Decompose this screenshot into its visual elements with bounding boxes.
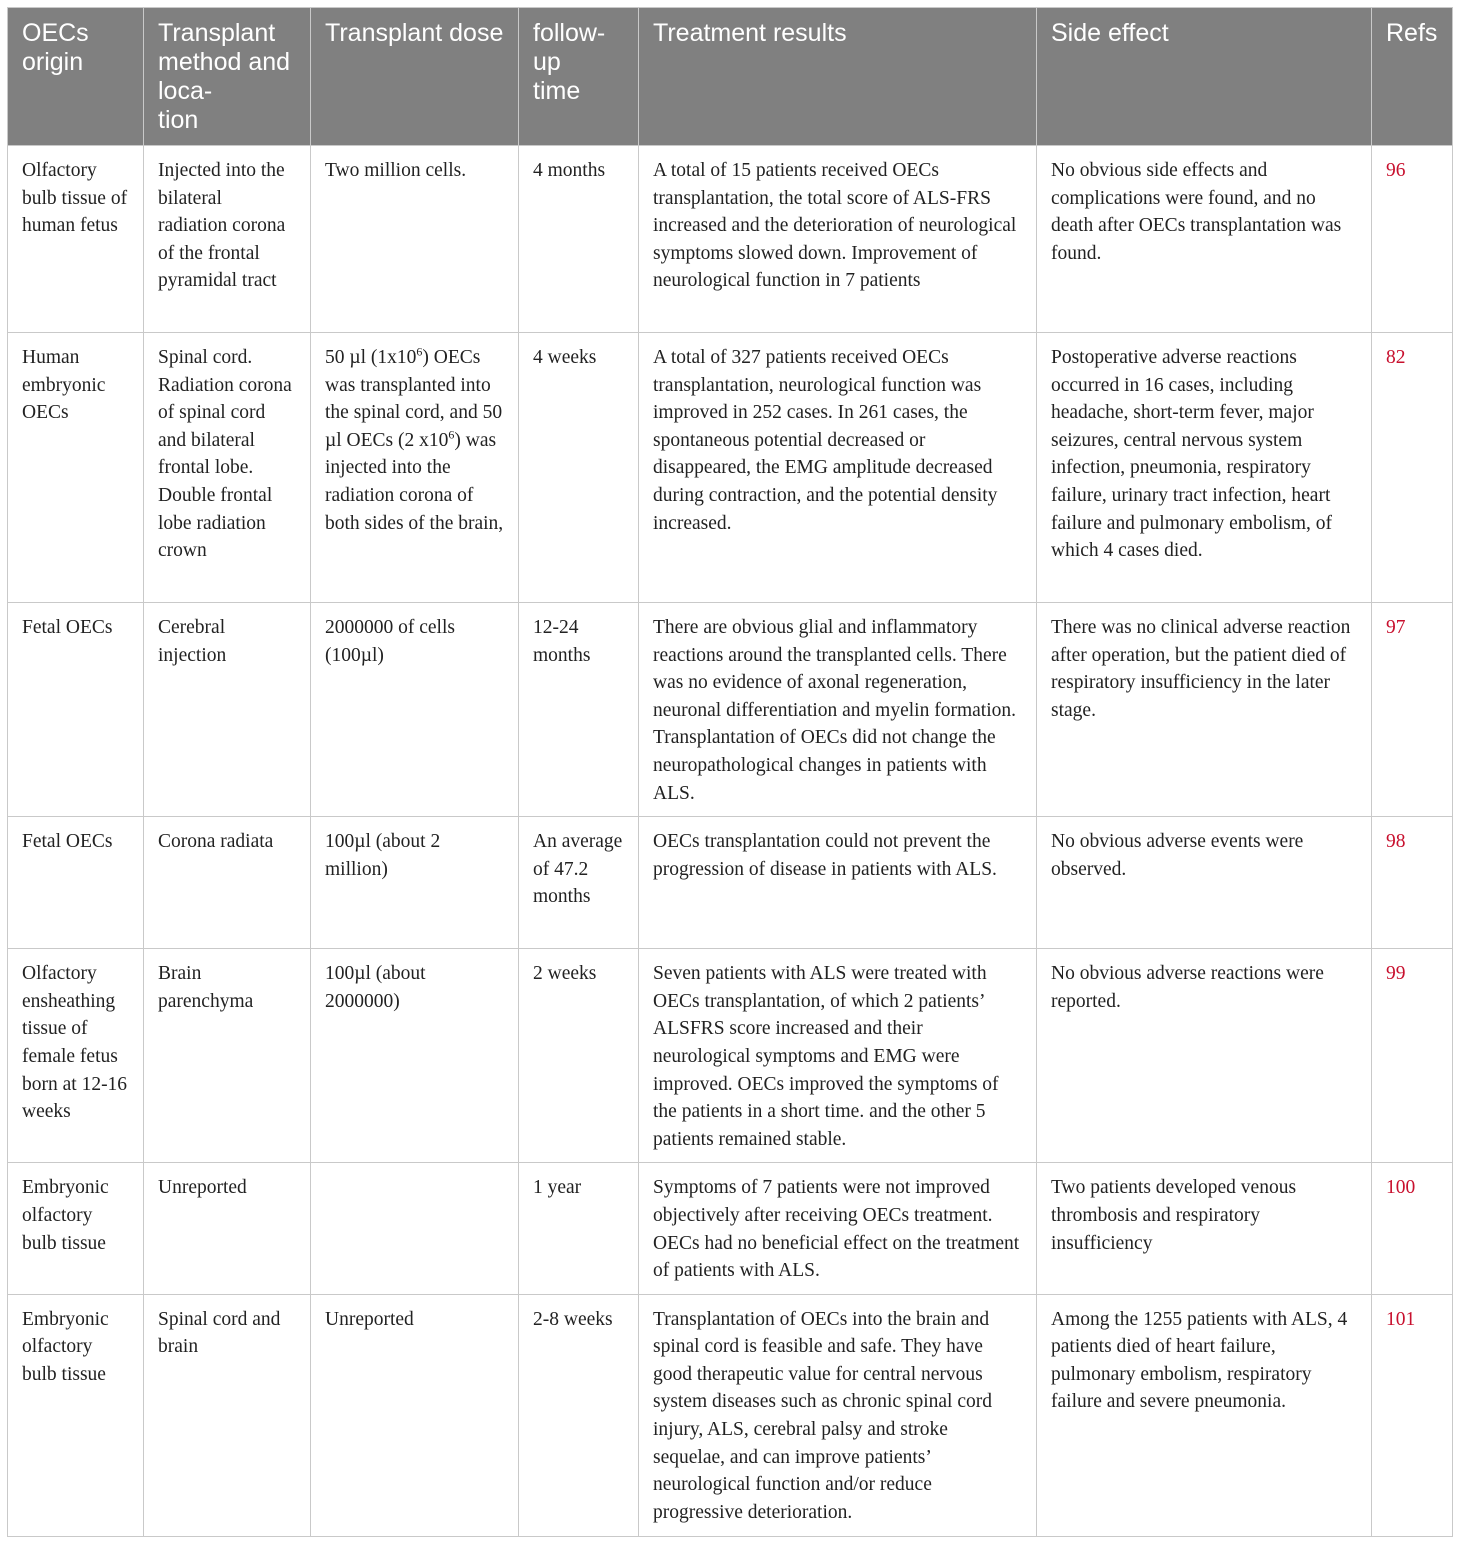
header-results: Treatment results [639,8,1037,146]
cell-results: A total of 15 patients received OECs transplantation, the total score of ALS-FRS increased and the deterioration of neurological symptoms slowed down. Improvement of neurological function in 7 patients [639,146,1037,333]
cell-followup: 1 year [519,1163,639,1294]
cell-results: There are obvious glial and inflammatory reactions around the transplanted cells. There was no evidence of axonal regeneration, neuronal differentiation and myelin formation. Transplantation of OECs did not change the neuropathological changes in patients with ALS. [639,603,1037,817]
table-row [8,949,1453,1163]
header-followup: follow- up time [519,8,639,146]
cell-origin: Fetal OECs [8,817,144,949]
cell-dose [311,1163,519,1294]
ref-link[interactable]: 98 [1372,817,1453,949]
table-row [8,1294,1453,1536]
ref-link[interactable]: 100 [1372,1163,1453,1294]
cell-side-effect: No obvious side effects and complications were found, and no death after OECs transplantation was found. [1037,146,1372,333]
cell-origin: Embryonic olfactory bulb tissue [8,1163,144,1294]
cell-followup: 2 weeks [519,949,639,1163]
cell-side-effect: No obvious adverse reactions were reported. [1037,949,1372,1163]
dose-exponent: 6 [416,344,423,359]
table-row [8,603,1453,817]
cell-method: Brain parenchyma [144,949,311,1163]
cell-dose: 100µl (about 2000000) [311,949,519,1163]
ref-link[interactable]: 97 [1372,603,1453,817]
table-row [8,146,1453,333]
cell-method: Spinal cord. Radiation corona of spinal cord and bilateral frontal lobe. Double frontal lobe radiation crown [144,333,311,603]
ref-link[interactable]: 101 [1372,1294,1453,1536]
cell-followup: 4 months [519,146,639,333]
cell-dose: Two million cells. [311,146,519,333]
header-origin: OECs origin [8,8,144,146]
cell-method: Unreported [144,1163,311,1294]
ref-link[interactable]: 96 [1372,146,1453,333]
cell-results: OECs transplantation could not prevent the progression of disease in patients with ALS. [639,817,1037,949]
cell-method: Spinal cord and brain [144,1294,311,1536]
cell-side-effect: Postoperative adverse reactions occurred in 16 cases, including headache, short-term fever, major seizures, central nervous system infection, pneumonia, respiratory failure, urinary tract infection, heart failure and pulmonary embolism, of which 4 cases died. [1037,333,1372,603]
ref-link[interactable]: 82 [1372,333,1453,603]
dose-exponent: 6 [448,427,455,442]
cell-dose [311,333,519,603]
table-row [8,1163,1453,1294]
dose-text: ) OECs was transplanted into the spinal cord, and 50 µl OECs (2 x10 [325,347,503,451]
cell-side-effect: No obvious adverse events were observed. [1037,817,1372,949]
header-method: Transplant method and loca- tion [144,8,311,146]
cell-results: Transplantation of OECs into the brain and spinal cord is feasible and safe. They have good therapeutic value for central nervous system diseases such as chronic spinal cord injury, ALS, cerebral palsy and stroke sequelae, and can improve patients’ neurological function and/or reduce progressive deterioration. [639,1294,1037,1536]
cell-followup: 2-8 weeks [519,1294,639,1536]
cell-origin: Fetal OECs [8,603,144,817]
cell-results: A total of 327 patients received OECs transplantation, neurological function was improved in 252 cases. In 261 cases, the spontaneous potential decreased or disappeared, the EMG amplitude decreased during contraction, and the potential density increased. [639,333,1037,603]
cell-followup: An average of 47.2 months [519,817,639,949]
dose-text: ) was injected into the radiation corona of both sides of the brain, [325,429,504,534]
cell-followup: 12-24 months [519,603,639,817]
cell-method: Injected into the bilateral radiation corona of the frontal pyramidal tract [144,146,311,333]
header-side-effect: Side effect [1037,8,1372,146]
cell-origin: Human embryonic OECs [8,333,144,603]
cell-origin: Embryonic olfactory bulb tissue [8,1294,144,1536]
cell-method: Corona radiata [144,817,311,949]
cell-side-effect: Among the 1255 patients with ALS, 4 patients died of heart failure, pulmonary embolism, respiratory failure and severe pneumonia. [1037,1294,1372,1536]
cell-origin: Olfactory bulb tissue of human fetus [8,146,144,333]
cell-side-effect: Two patients developed venous thrombosis and respiratory insufficiency [1037,1163,1372,1294]
header-refs: Refs [1372,8,1453,146]
header-row [8,8,1453,146]
dose-text: 50 µl (1x10 [325,347,417,368]
oecs-clinical-table [7,7,1453,1537]
table-row [8,817,1453,949]
cell-results: Seven patients with ALS were treated with OECs transplantation, of which 2 patients’ ALSFRS score increased and their neurological symptoms and EMG were improved. OECs improved the symptoms of the patients in a short time. and the other 5 patients remained stable. [639,949,1037,1163]
cell-dose: Unreported [311,1294,519,1536]
ref-link[interactable]: 99 [1372,949,1453,1163]
cell-dose: 2000000 of cells (100µl) [311,603,519,817]
cell-origin: Olfactory ensheathing tissue of female fetus born at 12-16 weeks [8,949,144,1163]
cell-side-effect: There was no clinical adverse reaction after operation, but the patient died of respiratory insufficiency in the later stage. [1037,603,1372,817]
cell-followup: 4 weeks [519,333,639,603]
cell-dose: 100µl (about 2 million) [311,817,519,949]
table-row [8,333,1453,603]
cell-method: Cerebral injection [144,603,311,817]
header-dose: Transplant dose [311,8,519,146]
cell-results: Symptoms of 7 patients were not improved objectively after receiving OECs treatment. OECs had no beneficial effect on the treatment of patients with ALS. [639,1163,1037,1294]
